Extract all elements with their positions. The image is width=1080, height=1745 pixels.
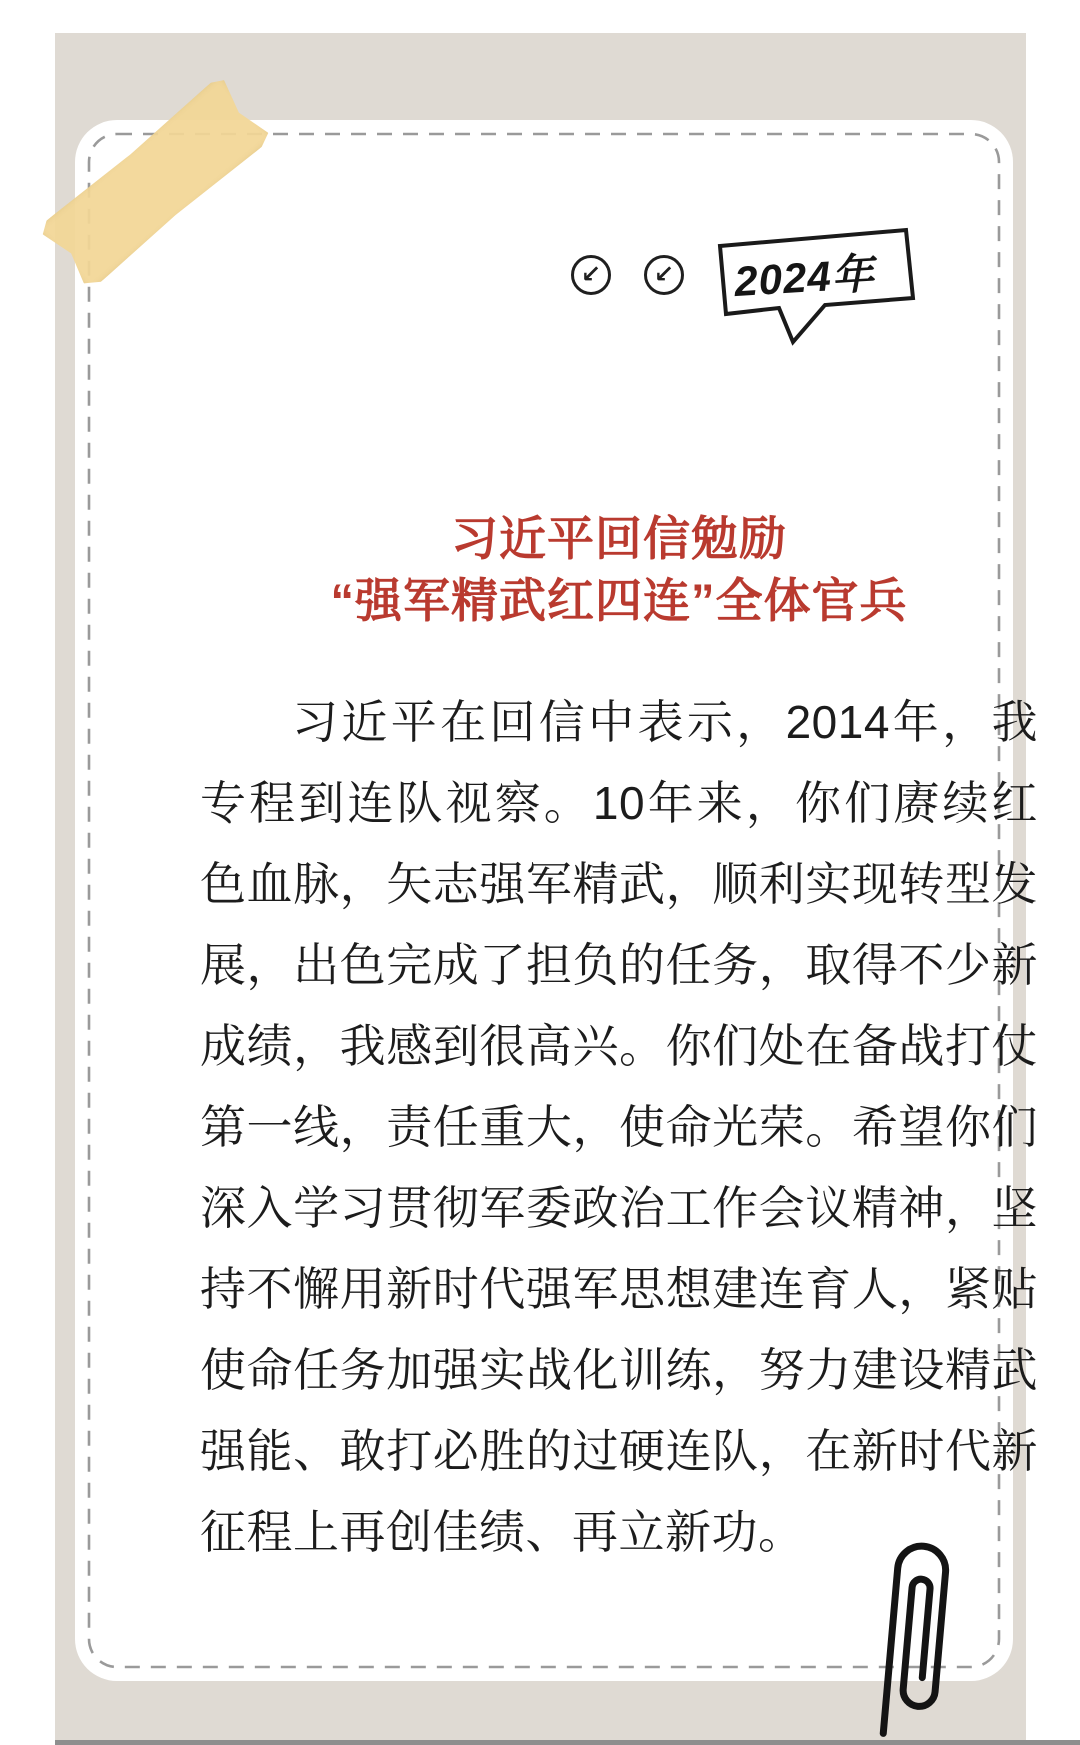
- southwest-arrow-glyph: ↙: [653, 261, 675, 288]
- southwest-arrow-glyph: ↙: [580, 261, 602, 288]
- year-label: 2024年: [732, 249, 876, 306]
- letter-body-paragraph: 习近平在回信中表示，2014年，我专程到连队视察。10年来，你们赓续红色血脉，矢志强军精武，顺利实现转型发展，出色完成了担负的任务，取得不少新成绩，我感到很高兴。你们处在备战打仗第一线，责任重大，使命光荣。希望你们深入学习贯彻军委政治工作会议精神，坚持不懈用新时代强军思想建连育人，紧贴使命任务加强实战化训练，努力建设精武强能、敢打必胜的过硬连队，在新时代新征程上再创佳绩、再立新功。: [200, 696, 1038, 1558]
- southwest-arrow-icon: [644, 255, 684, 295]
- letter-card: [75, 120, 1038, 1681]
- page-title: [150, 508, 1080, 632]
- paperclip-icon: [852, 1518, 981, 1745]
- title-line-1: 习近平回信勉励: [451, 512, 787, 565]
- year-speech-bubble: [708, 220, 920, 348]
- title-line-2: “强军精武红四连”全体官兵: [330, 574, 908, 627]
- southwest-arrow-icon: [571, 255, 611, 295]
